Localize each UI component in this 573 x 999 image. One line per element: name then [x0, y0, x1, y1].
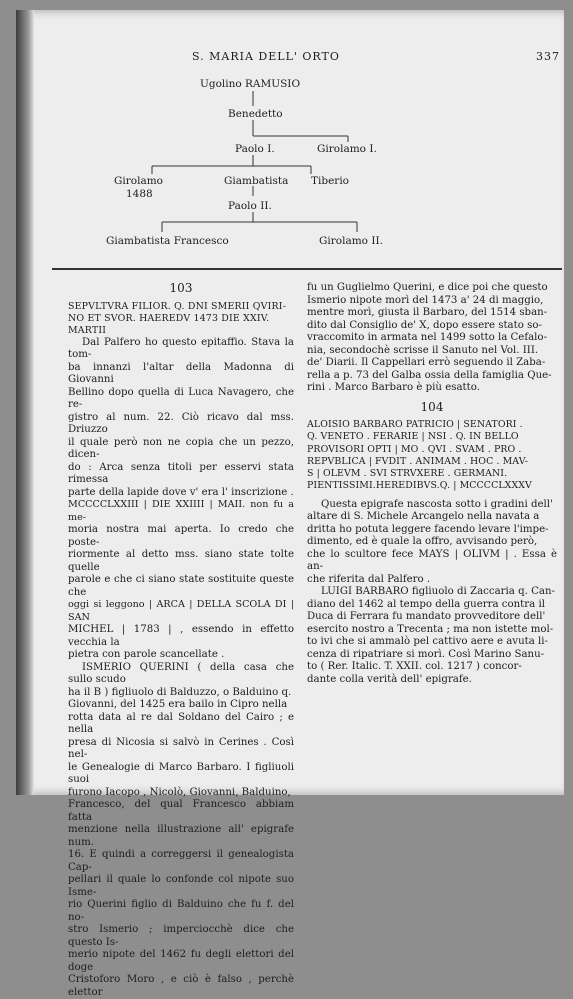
text-line: pellari il quale lo confonde col nipote suo Isme- — [68, 874, 294, 899]
text-line: pietra con parole scancellate . — [68, 649, 294, 662]
book-page — [16, 10, 564, 795]
text-line: le Genealogie di Marco Barbaro. I figliuoli suoi — [68, 762, 294, 787]
section-divider — [52, 268, 562, 270]
inscription-line: SEPVLTVRA FILIOR. Q. DNI SMERII QVIRI- — [68, 301, 294, 313]
text-line: che riferita dal Palfero . — [307, 574, 557, 587]
text-line: rini . Marco Barbaro è più esatto. — [307, 382, 557, 395]
text-line: dante colla verità dell' epigrafe. — [307, 674, 557, 687]
text-line: to ivi che si ammalò pel cattivo aere e avuta li- — [307, 636, 557, 649]
text-line: gistro al num. 22. Ciò ricavo dal mss. Driuzzo — [68, 412, 294, 437]
inscription-line: MARTII — [68, 325, 294, 337]
inscription-line: NO ET SVOR. HAEREDV 1473 DIE XXIV. — [68, 313, 294, 325]
tree-node-girolamo-1: Girolamo I. — [317, 143, 377, 155]
text-line: riormente al detto mss. siano state tolte quelle — [68, 549, 294, 574]
tree-node-ugolino: Ugolino RAMUSIO — [200, 78, 300, 90]
tree-node-year-1488: 1488 — [126, 188, 153, 200]
commentary-paragraph-103a — [68, 337, 294, 662]
text-line: dritta ho potuta leggere facendo levare l'impe- — [307, 524, 557, 537]
text-line: rotta data al re dal Soldano del Cairo ; e nella — [68, 712, 294, 737]
tree-node-paolo-1: Paolo I. — [235, 143, 275, 155]
text-line: ISMERIO QUERINI ( della casa che sullo scudo — [68, 662, 294, 687]
inscription-103 — [68, 301, 294, 337]
inscription-line: Q. VENETO . FERARIE | NSI . Q. IN BELLO — [307, 431, 557, 443]
right-column — [307, 282, 557, 686]
text-line: de' Diarii. Il Cappellari errò seguendo il Zaba- — [307, 357, 557, 370]
text-line: Giovanni, del 1425 era bailo in Cipro nella — [68, 699, 294, 712]
text-line: cenza di ripatriare si morì. Così Marino Sanu- — [307, 649, 557, 662]
text-line: MICHEL | 1783 | , essendo in effetto vecchia la — [68, 624, 294, 649]
text-line: dito dal Consiglio de' X, dopo essere stato so- — [307, 320, 557, 333]
text-line: diano del 1462 al tempo della guerra contra il — [307, 599, 557, 612]
text-line: 16. E quindi a correggersi il genealogista Cap- — [68, 849, 294, 874]
tree-node-tiberio: Tiberio — [311, 175, 349, 187]
inscription-line: PROVISORI OPTI | MO . QVI . SVAM . PRO . — [307, 444, 557, 456]
tree-node-girolamo-2: Girolamo II. — [319, 235, 383, 247]
text-line: Bellino dopo quella di Luca Navagero, che re- — [68, 387, 294, 412]
text-line: esercito nostro a Trecenta ; ma non istette mol- — [307, 624, 557, 637]
text-line: ha il B ) figliuolo di Balduzzo, o Balduino q. — [68, 687, 294, 700]
text-line: Dal Palfero ho questo epitaffio. Stava la tom- — [68, 337, 294, 362]
text-line: menzione nella illustrazione all' epigrafe num. — [68, 824, 294, 849]
text-line: to ( Rer. Italic. T. XXII. col. 1217 ) concor- — [307, 661, 557, 674]
commentary-paragraph-104a — [307, 499, 557, 587]
text-line: vraccomito in armata nel 1499 sotto la Cefalo- — [307, 332, 557, 345]
tree-node-girolamo: Girolamo — [114, 175, 163, 187]
text-line: rio Querini figlio di Balduino che fu f. del no- — [68, 899, 294, 924]
text-line: che lo scultore fece MAYS | OLIVM | . Essa è an- — [307, 549, 557, 574]
text-line: do : Arca senza titoli per esservi stata rimessa — [68, 462, 294, 487]
commentary-paragraph-104b — [307, 586, 557, 686]
text-line: nia, secondochè scrisse il Sanuto nel Vol. III. — [307, 345, 557, 358]
tree-node-paolo-2: Paolo II. — [228, 200, 272, 212]
commentary-paragraph-103b — [68, 662, 294, 999]
inscription-line: REPVBLICA | FVDIT . ANIMAM . HOC . MAV- — [307, 456, 557, 468]
inscription-line: S | OLEVM . SVI STRVXERE . GERMANI. — [307, 468, 557, 480]
page-number: 337 — [536, 50, 560, 63]
text-line: presa di Nicosia si salvò in Cerines . Così nel- — [68, 737, 294, 762]
text-line: stro Ismerio ; imperciocchè dice che questo Is- — [68, 924, 294, 949]
tree-node-giambatista: Giambatista — [224, 175, 288, 187]
inscription-line: PIENTISSIMI.HEREDIBVS.Q. | MCCCCLXXXV — [307, 480, 557, 492]
text-line: Duca di Ferrara fu mandato provveditore dell' — [307, 611, 557, 624]
tree-node-benedetto: Benedetto — [228, 108, 283, 120]
text-line: MCCCCLXXIII | DIE XXIIII | MAII. non fu a me- — [68, 499, 294, 524]
text-line: parte della lapide dove v' era l' inscrizione . — [68, 487, 294, 500]
text-line: il quale però non ne copia che un pezzo, dicen- — [68, 437, 294, 462]
entry-number-104: 104 — [307, 401, 557, 414]
text-line: Questa epigrafe nascosta sotto i gradini dell' — [307, 499, 557, 512]
entry-number-103: 103 — [68, 282, 294, 295]
commentary-continuation — [307, 282, 557, 395]
text-line: oggi si leggono | ARCA | DELLA SCOLA DI | SAN — [68, 599, 294, 624]
inscription-line: ALOISIO BARBARO PATRICIO | SENATORI . — [307, 419, 557, 431]
text-line: dimento, ed è quale la offro, avvisando però, — [307, 536, 557, 549]
text-line: furono Iacopo , Nicolò, Giovanni, Balduino, — [68, 787, 294, 800]
inscription-104 — [307, 419, 557, 493]
text-line: LUIGI BARBARO figliuolo di Zaccaria q. Can- — [307, 586, 557, 599]
tree-connector-lines — [16, 10, 564, 260]
tree-node-giambatista-francesco: Giambatista Francesco — [106, 235, 229, 247]
text-line: fu un Guglielmo Querini, e dice poi che questo — [307, 282, 557, 295]
text-line: mentre morì, giusta il Barbaro, del 1514 sban- — [307, 307, 557, 320]
text-line: parole e che ci siano state sostituite queste che — [68, 574, 294, 599]
text-line: Cristoforo Moro , e ciò è falso , perchè elettor — [68, 974, 294, 999]
text-line: altare di S. Michele Arcangelo nella navata a — [307, 511, 557, 524]
running-title: S. MARIA DELL' ORTO — [192, 50, 340, 63]
text-line: Ismerio nipote morì del 1473 a' 24 di maggio, — [307, 295, 557, 308]
left-column — [68, 282, 294, 999]
text-line: moria nostra mai aperta. Io credo che poste- — [68, 524, 294, 549]
text-line: merio nipote del 1462 fu degli elettori del doge — [68, 949, 294, 974]
text-line: rella a p. 73 del Galba ossia della famiglia Que- — [307, 370, 557, 383]
text-line: Francesco, del qual Francesco abbiam fatta — [68, 799, 294, 824]
text-line: ba innanzi l'altar della Madonna di Giovanni — [68, 362, 294, 387]
